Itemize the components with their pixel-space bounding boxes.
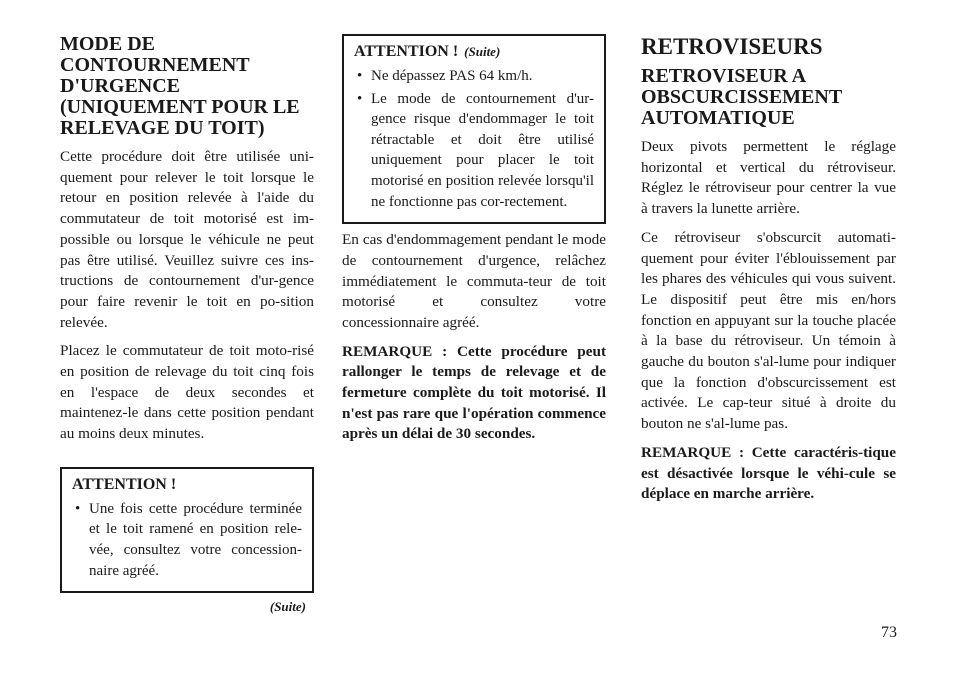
column-right: [641, 34, 896, 513]
column-middle: [342, 34, 606, 453]
warning-suite-label: (Suite): [464, 44, 501, 59]
paragraph-procedure-steps: Placez le commutateur de toit moto-risé en position de relevage du toit cinq fois en l'espace de deux secondes et maintenez-le dans cette position pendant au moins deux minutes.: [60, 342, 314, 443]
warning-list: [354, 66, 594, 212]
warning-item: • Une fois cette procédure terminée et le toit ramené en position rele-vée, consultez votre concession-naire agréé.: [72, 499, 302, 581]
note-delay: REMARQUE : Cette procédure peut rallonger le temps de relevage et de fermeture complète du toit motorisé. Il n'est pas rare que l'opération commence après un délai de 30 secondes.: [342, 342, 606, 443]
section-heading-mirrors: RETROVISEURS: [641, 34, 823, 59]
paragraph-mirror-dimming: Ce rétroviseur s'obscurcit automati-quement pour éviter l'éblouissement par les phares des véhicules qui vous suivent. Le dispositif peut être mis en/hors fonction en appuyant sur la touche placée à la base du rétroviseur. Un témoin à gauche du bouton s'al-lume pour indiquer que la fonction d'obscurcissement est activée. Le cap-teur situé à droite du bouton ne s'al-lume pas.: [641, 228, 896, 433]
section-heading-emergency-override: MODE DE CONTOURNEMENT D'URGENCE (UNIQUEMENT POUR LE RELEVAGE DU TOIT): [60, 33, 300, 139]
column-left: [60, 34, 314, 615]
paragraph-damage-instructions: En cas d'endommagement pendant le mode de contournement d'urgence, relâchez immédiatement le commuta-teur de toit motorisé et consultez votre concessionnaire agréé.: [342, 231, 606, 331]
warning-item: • Ne dépassez PAS 64 km/h.: [354, 66, 594, 87]
warning-title-continued: [354, 42, 594, 62]
warning-item: • Le mode de contournement d'ur-gence risque d'endommager le toit rétractable et doit être utilisé uniquement pour placer le toit motorisé en position relevée lorsqu'il ne fonctionne pas cor-rectement.: [354, 89, 594, 213]
warning-title: ATTENTION !: [72, 475, 177, 493]
subheading-auto-dimming-mirror: RETROVISEUR A OBSCURCISSEMENT AUTOMATIQUE: [641, 65, 842, 129]
warning-list: [72, 499, 302, 581]
warning-box-2: [342, 34, 606, 224]
note-reverse: REMARQUE : Cette caractéris-tique est désactivée lorsque le véhi-cule se déplace en marche arrière.: [641, 443, 896, 503]
page-number: 73: [881, 624, 897, 641]
continued-label: (Suite): [269, 599, 306, 615]
paragraph-procedure-usage: Cette procédure doit être utilisée uni-quement pour relever le toit lorsque le retour en position relevée à l'aide du commutateur de toit motorisé est im-possible ou lorsque le véhicule ne peut pas être utilisé. Veuillez suivre ces ins-tructions de contournement d'ur-gence pour faire revenir le toit en po-sition relevée.: [60, 148, 314, 331]
paragraph-mirror-adjust: Deux pivots permettent le réglage horizontal et vertical du rétroviseur. Réglez le rétroviseur pour centrer la vue à travers la lunette arrière.: [641, 138, 896, 218]
warning-box-1: [60, 467, 314, 593]
warning-title-text: ATTENTION !: [354, 43, 459, 60]
